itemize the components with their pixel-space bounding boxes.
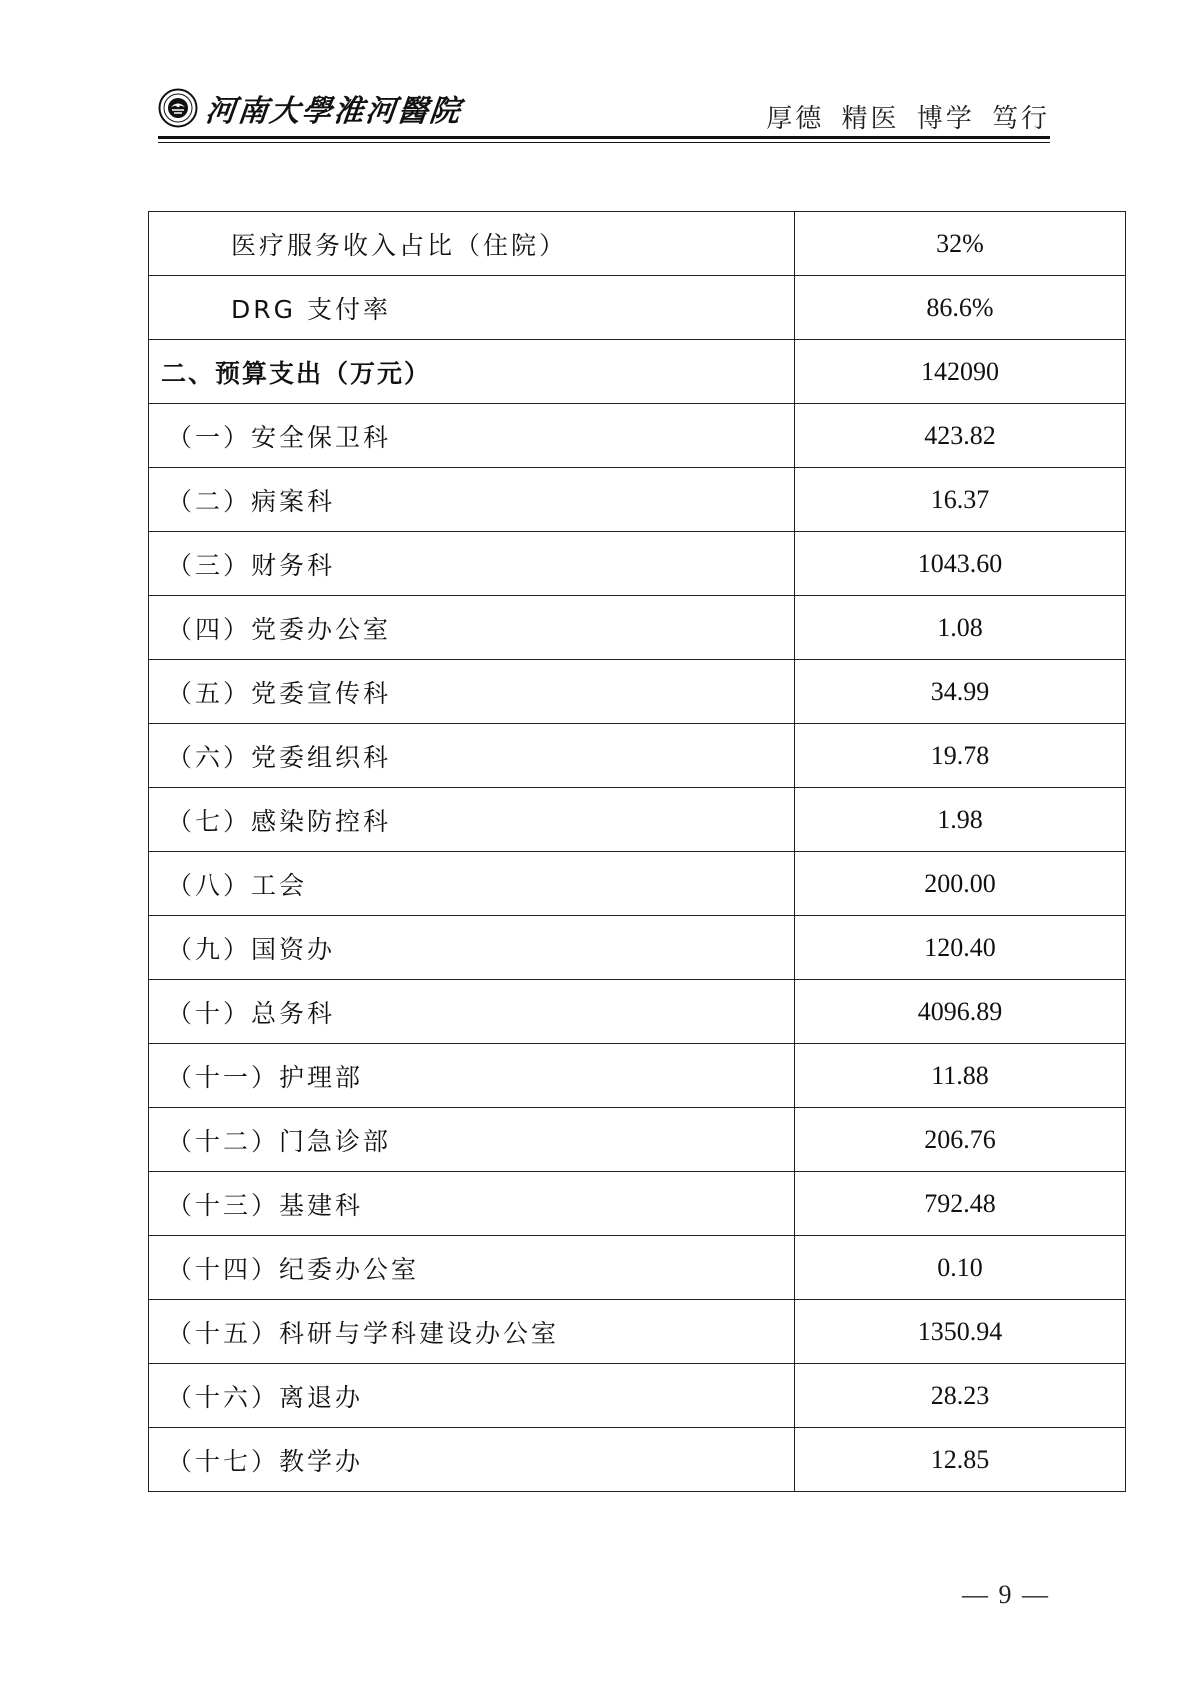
table-row [149, 1172, 1126, 1236]
row-value: 28.23 [795, 1364, 1126, 1428]
row-value: 120.40 [795, 916, 1126, 980]
row-value: 1.08 [795, 596, 1126, 660]
row-label: （一）安全保卫科 [149, 404, 795, 468]
table-row [149, 788, 1126, 852]
hospital-logo [158, 86, 462, 130]
table-row [149, 596, 1126, 660]
row-label: （四）党委办公室 [149, 596, 795, 660]
row-label: （十四）纪委办公室 [149, 1236, 795, 1300]
row-label: （十七）教学办 [149, 1428, 795, 1492]
row-value: 1.98 [795, 788, 1126, 852]
row-value: 200.00 [795, 852, 1126, 916]
row-label: DRG 支付率 [149, 276, 795, 340]
row-value: 423.82 [795, 404, 1126, 468]
table-row [149, 1108, 1126, 1172]
row-label: 医疗服务收入占比（住院） [149, 212, 795, 276]
hospital-motto: 厚德 精医 博学 笃行 [766, 104, 1050, 134]
row-label: （九）国资办 [149, 916, 795, 980]
row-value: 11.88 [795, 1044, 1126, 1108]
header-rule-thick [158, 136, 1050, 139]
table-row [149, 660, 1126, 724]
table-row [149, 212, 1126, 276]
table-row [149, 1428, 1126, 1492]
table-row [149, 276, 1126, 340]
row-label: （六）党委组织科 [149, 724, 795, 788]
table-row [149, 916, 1126, 980]
row-label: 二、预算支出（万元） [149, 340, 795, 404]
table-row [149, 1364, 1126, 1428]
table-row [149, 532, 1126, 596]
table-row [149, 1300, 1126, 1364]
row-value: 86.6% [795, 276, 1126, 340]
table-row [149, 724, 1126, 788]
row-value: 0.10 [795, 1236, 1126, 1300]
row-value: 16.37 [795, 468, 1126, 532]
table-row [149, 852, 1126, 916]
hospital-logo-text: 河南大學淮河醫院 [203, 94, 464, 129]
budget-table [148, 211, 1126, 1492]
row-value: 142090 [795, 340, 1126, 404]
page-number: — 9 — [962, 1580, 1050, 1609]
row-label: （三）财务科 [149, 532, 795, 596]
table-row [149, 1236, 1126, 1300]
header-rule-thin [158, 142, 1050, 143]
row-label: （十二）门急诊部 [149, 1108, 795, 1172]
table-row [149, 1044, 1126, 1108]
row-label: （五）党委宣传科 [149, 660, 795, 724]
budget-table-body [149, 212, 1126, 1492]
row-value: 19.78 [795, 724, 1126, 788]
row-label: （十一）护理部 [149, 1044, 795, 1108]
row-value: 1043.60 [795, 532, 1126, 596]
table-row [149, 340, 1126, 404]
table-row [149, 980, 1126, 1044]
row-label: （十五）科研与学科建设办公室 [149, 1300, 795, 1364]
row-value: 34.99 [795, 660, 1126, 724]
page-header [158, 82, 1050, 142]
row-label: （二）病案科 [149, 468, 795, 532]
hospital-seal-icon [158, 88, 198, 128]
row-value: 12.85 [795, 1428, 1126, 1492]
row-label: （十三）基建科 [149, 1172, 795, 1236]
row-value: 792.48 [795, 1172, 1126, 1236]
table-row [149, 404, 1126, 468]
row-value: 4096.89 [795, 980, 1126, 1044]
row-value: 32% [795, 212, 1126, 276]
row-value: 206.76 [795, 1108, 1126, 1172]
row-label: （八）工会 [149, 852, 795, 916]
row-label: （七）感染防控科 [149, 788, 795, 852]
row-label: （十六）离退办 [149, 1364, 795, 1428]
row-value: 1350.94 [795, 1300, 1126, 1364]
row-label: （十）总务科 [149, 980, 795, 1044]
table-row [149, 468, 1126, 532]
